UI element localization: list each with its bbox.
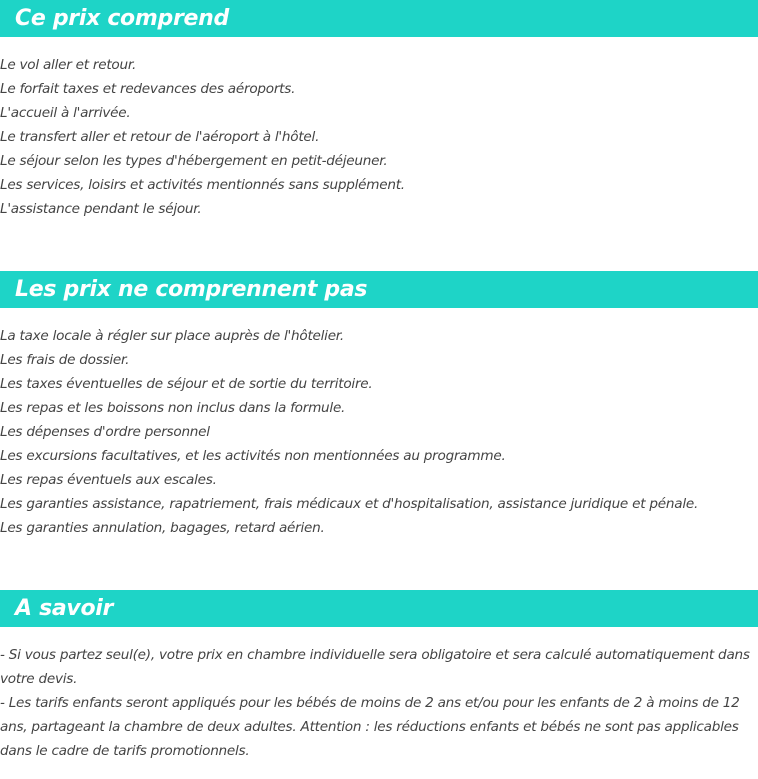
list-item: Les frais de dossier.	[0, 352, 130, 368]
paragraph: - Les tarifs enfants seront appliqués pour les bébés de moins de 2 ans et/ou pour les enfants de 2 à moins de 12 ans, partageant la chambre de deux adultes. Attention : les réductions enfants et bébés ne sont pas applicables dans le cadre de tarifs promotionnels.	[0, 695, 740, 759]
list-item: L'assistance pendant le séjour.	[0, 201, 202, 217]
list-item: Le transfert aller et retour de l'aéroport à l'hôtel.	[0, 129, 320, 145]
included-list	[0, 53, 758, 221]
section-price-excludes	[0, 271, 758, 540]
list-item: L'accueil à l'arrivée.	[0, 105, 131, 121]
paragraph: - Si vous partez seul(e), votre prix en chambre individuelle sera obligatoire et sera calculé automatiquement dans votre devis.	[0, 647, 750, 687]
list-item: Les repas éventuels aux escales.	[0, 472, 217, 488]
section-price-includes	[0, 0, 758, 221]
list-item: Le séjour selon les types d'hébergement en petit-déjeuner.	[0, 153, 388, 169]
list-item: Les garanties assistance, rapatriement, frais médicaux et d'hospitalisation, assistance juridique et pénale.	[0, 496, 699, 512]
list-item: Le vol aller et retour.	[0, 57, 137, 73]
section-good-to-know	[0, 590, 758, 763]
section-heading: Les prix ne comprennent pas	[0, 271, 758, 308]
list-item: Les services, loisirs et activités mentionnés sans supplément.	[0, 177, 405, 193]
section-heading: A savoir	[0, 590, 758, 627]
good-to-know-body	[0, 643, 758, 763]
list-item: Le forfait taxes et redevances des aéroports.	[0, 81, 296, 97]
list-item: Les taxes éventuelles de séjour et de sortie du territoire.	[0, 376, 373, 392]
list-item: La taxe locale à régler sur place auprès de l'hôtelier.	[0, 328, 344, 344]
section-heading: Ce prix comprend	[0, 0, 758, 37]
list-item: Les dépenses d'ordre personnel	[0, 424, 210, 440]
excluded-list	[0, 324, 758, 540]
list-item: Les repas et les boissons non inclus dans la formule.	[0, 400, 346, 416]
list-item: Les garanties annulation, bagages, retard aérien.	[0, 520, 325, 536]
list-item: Les excursions facultatives, et les activités non mentionnées au programme.	[0, 448, 506, 464]
